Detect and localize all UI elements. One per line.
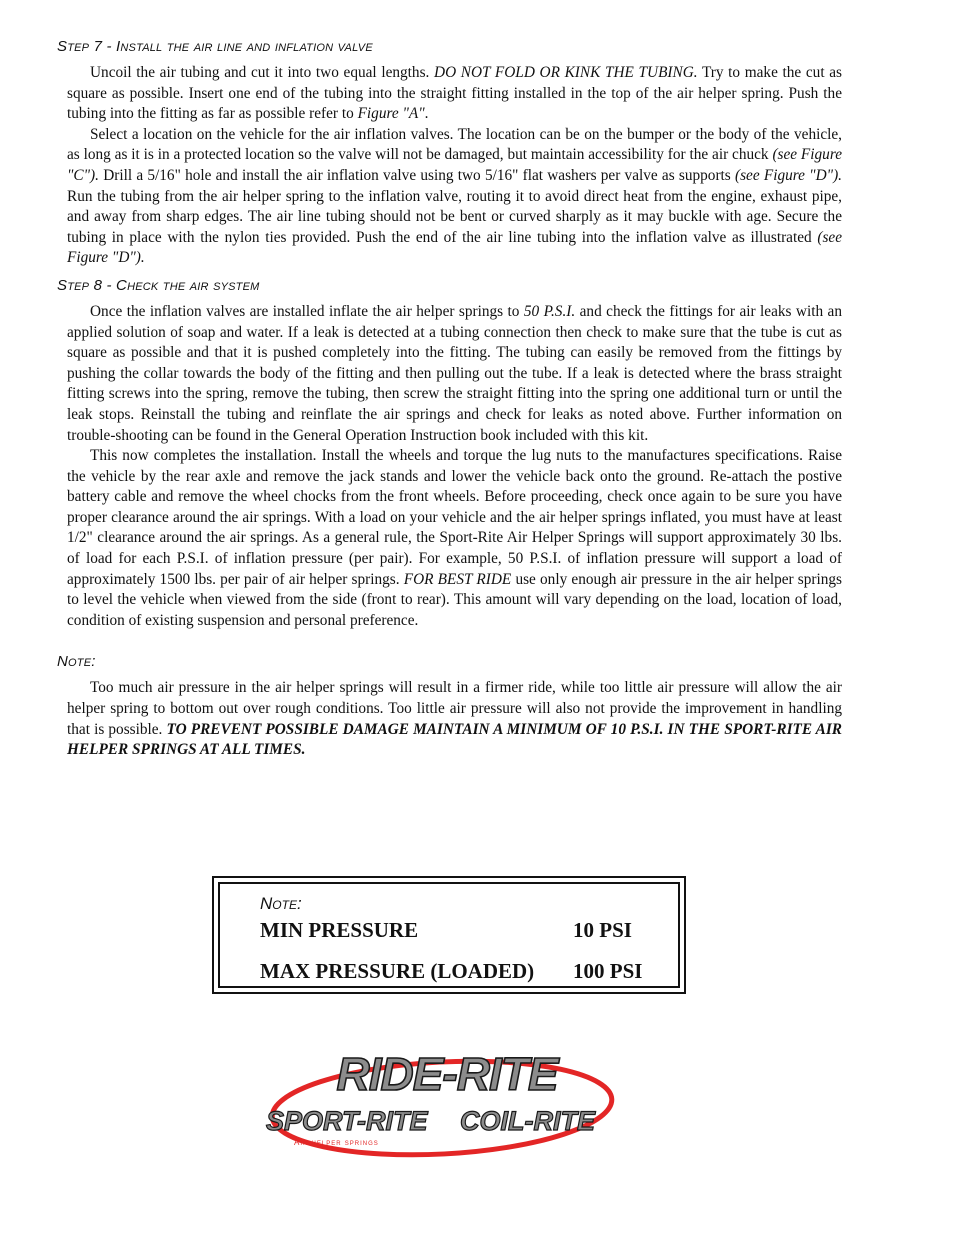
step7-paragraph-2: Select a location on the vehicle for the air inflation valves. The location can be on the bumper or the body of the vehicle, as long as it is in a protected location so the valve will not be damaged, but maintain accessibility for the air chuck (see Figure "C"). Drill a 5/16" hole and install the air inflation valve using two 5/16" flat washers per valve as supports (see Figure "D"). Run the tubing from the air helper spring to the inflation valve, routing it to avoid direct heat from the engine, exhaust pipe, and away from sharp edges. The air line tubing should not be bent or curved sharply as it may buckle with age. Secure the tubing in place with the nylon ties provided. Push the end of the air line tubing into the inflation valve as illustrated (see Figure "D").	[67, 125, 843, 267]
max-pressure-row	[260, 959, 643, 984]
max-pressure-label: MAX PRESSURE (LOADED)	[260, 959, 535, 983]
note-paragraph: Too much air pressure in the air helper springs will result in a firmer ride, while too little air pressure will allow the air helper spring to bottom out over rough conditions. Too little air pressure will also not provide the improvement in handling that is possible. TO PREVENT POSSIBLE DAMAGE MAINTAIN A MINIMUM OF 10 P.S.I. IN THE SPORT-RITE AIR HELPER SPRINGS AT ALL TIMES.	[67, 679, 842, 759]
min-pressure-label: MIN PRESSURE	[260, 918, 419, 942]
note-heading: Note:	[57, 653, 96, 671]
pressure-note-heading: Note:	[260, 894, 302, 913]
step8-heading: Step 8 - Check the air system	[57, 276, 260, 294]
step8-paragraph-2: This now completes the installation. Install the wheels and torque the lug nuts to the manufactures specifications. Raise the vehicle by the rear axle and remove the jack stands and lower the vehicle back onto the ground. Re-attach the postive battery cable and remove the wheel chocks from the front wheels. Before proceeding, check once again to be sure you have proper clearance around the air springs. With a load on your vehicle and the air helper springs inflated, you must have at least 1/2" clearance around the air springs. As a general rule, the Sport-Rite Air Helper Springs will support approximately 30 lbs. of load for each P.S.I. of inflation pressure (per pair). For example, 50 P.S.I. of inflation pressure will support a load of approximately 1500 lbs. per pair of air helper springs. FOR BEST RIDE use only enough air pressure in the air helper springs to level the vehicle when viewed from the side (front to rear). This amount will vary depending on the load, location of load, condition of existing suspension and personal preference.	[67, 447, 842, 629]
document-body	[57, 38, 843, 761]
min-pressure-value: 10 PSI	[573, 918, 632, 942]
max-pressure-value: 100 PSI	[573, 959, 643, 983]
min-pressure-row	[260, 918, 632, 943]
logo-brand-text: RIDE-RITE	[336, 1048, 558, 1100]
step7-heading: Step 7 - Install the air line and inflation valve	[57, 38, 373, 55]
logo-tagline: Air helper springs	[294, 1138, 379, 1147]
logo-sport-rite-text: SPORT-RITE	[266, 1106, 428, 1136]
step8-paragraph-1: Once the inflation valves are installed inflate the air helper springs to 50 P.S.I. and check the fittings for air leaks with an applied solution of soap and water. If a leak is detected at a tubing connection then check to make sure that the tube is cut as square as possible and that it is pushed completely into the fitting. The tubing can easily be removed from the fittings by pushing the collar towards the body of the fitting and then pulling out the tube. If a leak is detected where the brass straight fitting screws into the spring, remove the tubing, then screw the straight fitting into the spring one additional turn or until the leak stops. Reinstall the tubing and reinflate the air springs and check for leaks as noted above. Further information on trouble-shooting can be found in the General Operation Instruction book included with this kit.	[67, 302, 842, 444]
logo-coil-rite-text: COIL-RITE	[460, 1106, 595, 1136]
pressure-note-box	[212, 876, 686, 994]
ride-rite-logo	[262, 1046, 632, 1161]
step7-paragraph-1: Uncoil the air tubing and cut it into two equal lengths. DO NOT FOLD OR KINK THE TUBING. Try to make the cut as square as possible. Insert one end of the tubing into the straight fitting installed in the top of the air helper spring. Push the tubing into the fitting as far as possible refer to Figure "A".	[67, 64, 842, 123]
